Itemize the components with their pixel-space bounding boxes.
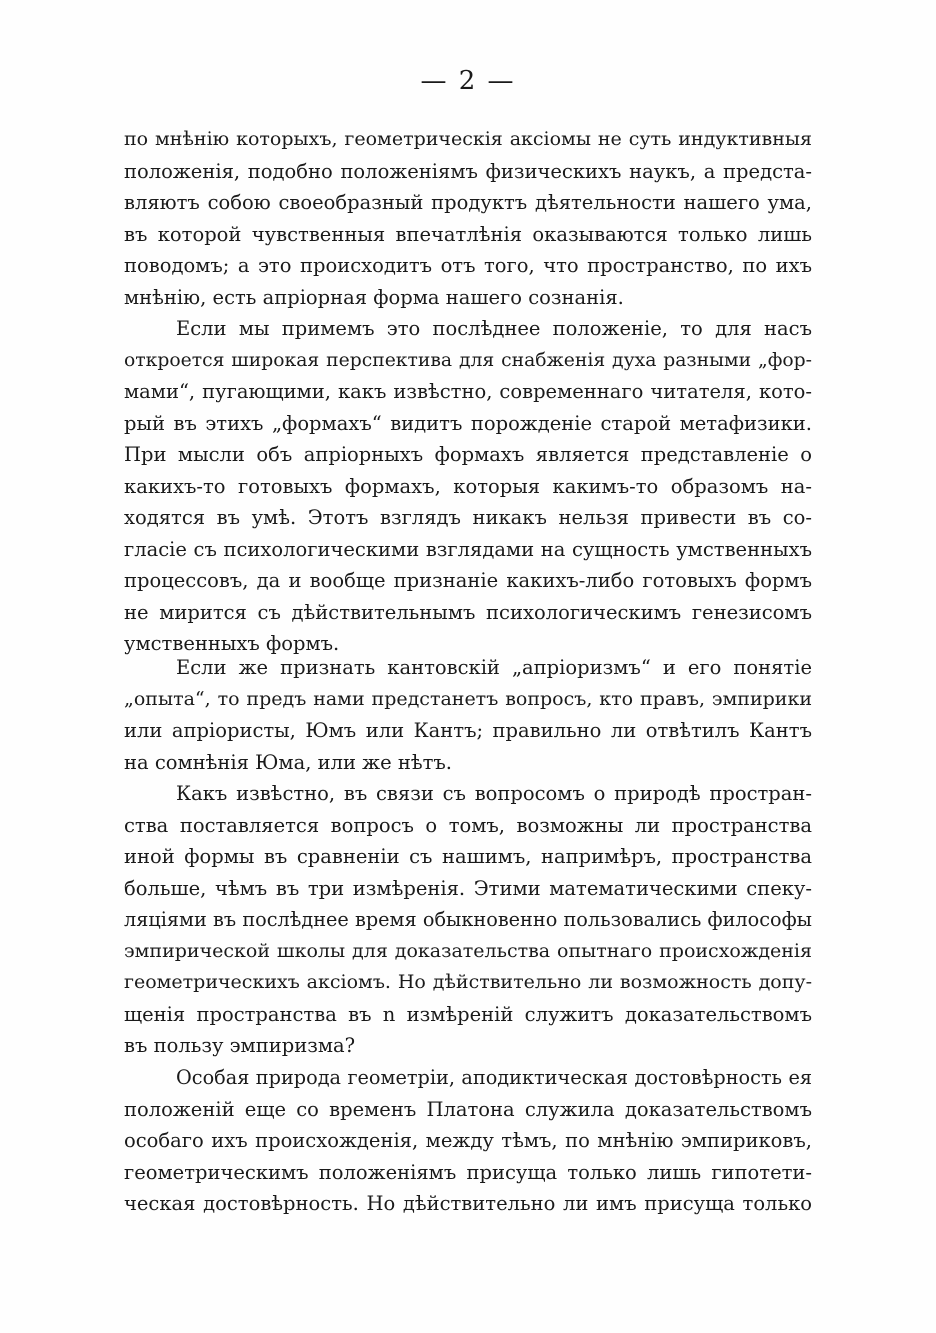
- text-line: щенія пространства въ n измѣреній служитъ доказательствомъ: [124, 1002, 812, 1026]
- text-line: вляютъ собою своеобразный продуктъ дѣятельности нашего ума,: [124, 191, 812, 214]
- text-line: Если же признать кантовскій „апріоризмъ“ и его понятіе: [176, 656, 812, 679]
- text-line: ходятся въ умѣ. Этотъ взглядъ никакъ нельзя привести въ со-: [124, 506, 812, 529]
- page-number: — 2 —: [420, 66, 516, 96]
- text-line: эмпирической школы для доказательства опытнаго происхожденія: [124, 939, 812, 962]
- text-line: Особая природа геометріи, аподиктическая достовѣрность ея: [176, 1066, 812, 1089]
- paragraph-4: [124, 778, 812, 1062]
- text-line: гласіе съ психологическими взглядами на сущность умственныхъ: [124, 537, 812, 561]
- text-line: ляціями въ послѣднее время обыкновенно пользовались философы: [124, 908, 812, 931]
- text-line: откроется широкая перспектива для снабженія духа разными „фор-: [124, 349, 812, 371]
- text-line: геометрическихъ аксіомъ. Но дѣйствительно ли возможность допу-: [124, 971, 812, 993]
- text-line: какихъ-то готовыхъ формахъ, которыя какимъ-то образомъ на-: [124, 474, 812, 498]
- text-line: мнѣнію, есть апріорная форма нашего сознанія.: [124, 285, 624, 309]
- text-line: положенія, подобно положеніямъ физическихъ наукъ, а предста-: [124, 159, 812, 183]
- text-line: Если мы примемъ это послѣднее положеніе, то для насъ: [176, 317, 812, 340]
- text-line: процессовъ, да и вообще признаніе какихъ-либо готовыхъ формъ: [124, 569, 812, 592]
- paragraph-5: [124, 1062, 812, 1220]
- text-line: въ которой чувственныя впечатлѣнія оказываются только лишь: [124, 222, 812, 246]
- text-line: поводомъ; а это происходитъ отъ того, что пространство, по ихъ: [124, 254, 812, 277]
- text-line: ческая достовѣрность. Но дѣйствительно ли имъ присуща только: [124, 1192, 812, 1215]
- text-line: положеній еще со временъ Платона служила доказательствомъ: [124, 1097, 812, 1121]
- text-line: или апріористы, Юмъ или Кантъ; правильно ли отвѣтилъ Кантъ: [124, 719, 812, 742]
- text-line: на сомнѣнія Юма, или же нѣтъ.: [124, 750, 453, 774]
- text-line: умственныхъ формъ.: [124, 632, 340, 655]
- text-line: При мысли объ апріорныхъ формахъ является представленіе о: [124, 443, 812, 466]
- text-line: иной формы въ сравненіи съ нашимъ, напримѣръ, пространства: [124, 845, 812, 868]
- paragraph-1: [124, 124, 812, 313]
- paragraph-2: [124, 313, 812, 660]
- text-line: ства поставляется вопросъ о томъ, возможны ли пространства: [124, 813, 812, 837]
- text-line: геометрическимъ положеніямъ присуща только лишь гипотети-: [124, 1160, 812, 1184]
- text-line: Какъ извѣстно, въ связи съ вопросомъ о природѣ простран-: [176, 782, 812, 805]
- text-line: мами“, пугающими, какъ извѣстно, современнаго читателя, кото-: [124, 380, 812, 403]
- text-line: въ пользу эмпиризма?: [124, 1034, 356, 1057]
- text-line: больше, чѣмъ въ три измѣренія. Этими математическими спеку-: [124, 876, 812, 900]
- paragraph-3: [124, 652, 812, 778]
- text-line: не мирится съ дѣйствительнымъ психологическимъ генезисомъ: [124, 600, 812, 624]
- text-line: по мнѣнію которыхъ, геометрическія аксіомы не суть индуктивныя: [124, 128, 812, 150]
- text-line: рый въ этихъ „формахъ“ видитъ порожденіе старой метафизики.: [124, 411, 812, 435]
- text-line: особаго ихъ происхожденія, между тѣмъ, по мнѣнію эмпириковъ,: [124, 1129, 812, 1152]
- text-line: „опыта“, то предъ нами предстанетъ вопросъ, кто правъ, эмпирики: [124, 687, 812, 710]
